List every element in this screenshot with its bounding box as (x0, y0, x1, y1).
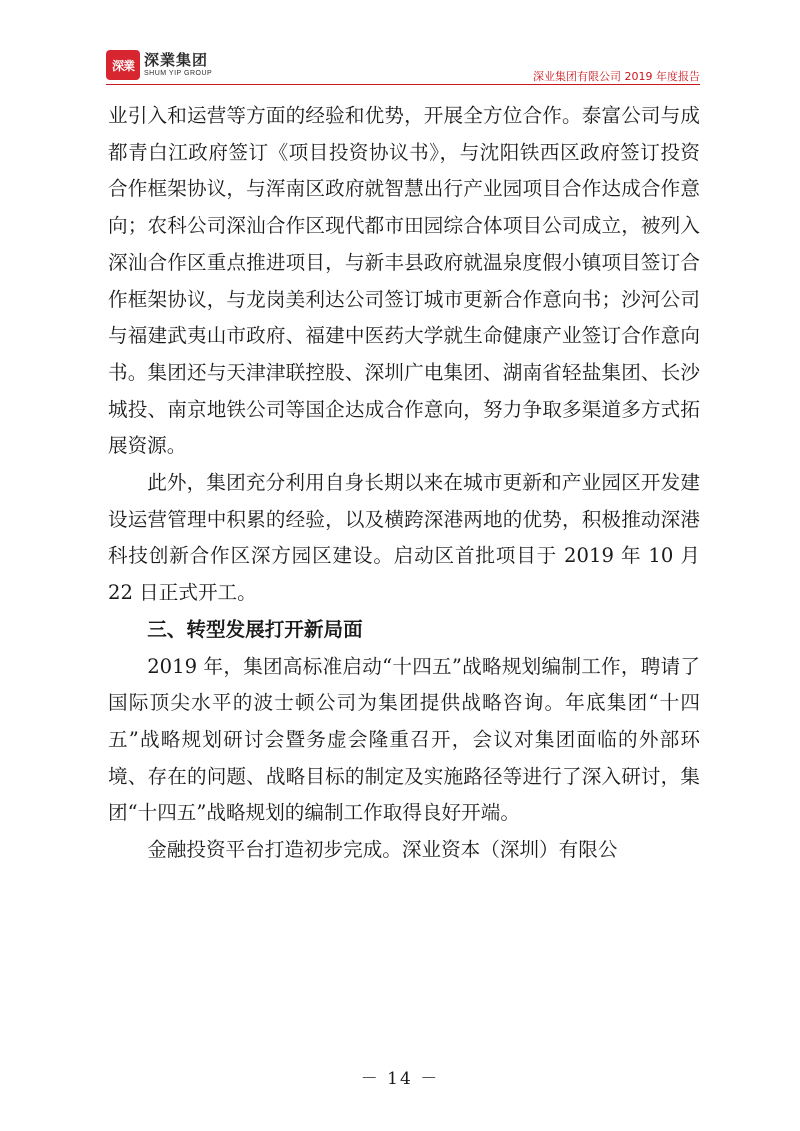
paragraph-3: 2019 年，集团高标准启动“十四五”战略规划编制工作，聘请了国际顶尖水平的波士顿公司为集团提供战略咨询。年底集团“十四五”战略规划研讨会暨务虚会隆重召开，会议对集团面临的外部环境、存在的问题、战略目标的制定及实施路径等进行了深入研讨，集团“十四五”战略规划的编制工作取得良好开端。 (108, 654, 700, 825)
page-number: － 14 － (360, 1069, 440, 1089)
logo-chinese-name: 深業集团 (144, 51, 209, 69)
paragraph-2: 此外，集团充分利用自身长期以来在城市更新和产业园区开发建设运营管理中积累的经验，以及横跨深港两地的优势，积极推动深港科技创新合作区深方园区建设。启动区首批项目于 2019 年 10 月 22 日正式开工。 (108, 471, 700, 605)
report-title: 深业集团有限公司 2019 年度报告 (533, 70, 700, 83)
document-body (108, 98, 700, 869)
section-heading: 三、转型发展打开新局面 (147, 617, 363, 641)
paragraph-4: 金融投资平台打造初步完成。深业资本（深圳）有限公 (147, 838, 618, 862)
page-header (106, 48, 700, 84)
logo-english-name: SHUM YIP GROUP (144, 70, 213, 77)
paragraph-continued: 业引入和运营等方面的经验和优势，开展全方位合作。泰富公司与成都青白江政府签订《项目投资协议书》，与沈阳铁西区政府签订投资合作框架协议，与浑南区政府就智慧出行产业园项目合作达成合作意向；农科公司深汕合作区现代都市田园综合体项目公司成立，被列入深汕合作区重点推进项目，与新丰县政府就温泉度假小镇项目签订合作框架协议，与龙岗美利达公司签订城市更新合作意向书；沙河公司与福建武夷山市政府、福建中医药大学就生命健康产业签订合作意向书。集团还与天津津联控股、深圳广电集团、湖南省轻盐集团、长沙城投、南京地铁公司等国企达成合作意向，努力争取多渠道多方式拓展资源。 (108, 104, 700, 458)
logo-text (144, 53, 212, 77)
logo-mark-icon: 深業 (106, 50, 140, 80)
company-logo (106, 48, 212, 82)
header-divider (106, 84, 700, 85)
